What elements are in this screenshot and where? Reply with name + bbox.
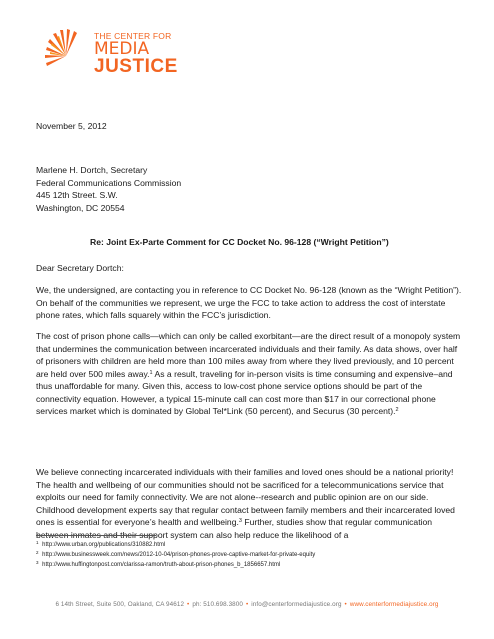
logo-line-1: THE CENTER FOR [94,31,172,41]
footnote-1 [36,540,476,550]
paragraph-1: We, the undersigned, are contacting you in reference to CC Docket No. 96-128 (known as the “Wright Petition”). On behalf of the communities we represent, we urge the FCC to take action to address the cost of interstate phone rates, which falls squarely within the FCC’s jurisdiction. [36,285,462,320]
logo-wordmark [94,32,178,76]
footer-separator-1: • [187,601,190,608]
recipient-address [36,164,466,214]
recipient-organization: Federal Communications Commission [36,177,182,188]
footnote-ref-3[interactable]: 3 [238,518,242,524]
footnote-ref-2[interactable]: 2 [395,407,399,413]
paragraph-3 [36,466,466,541]
footer-separator-2: • [245,601,249,608]
footer-separator-3: • [344,601,347,608]
footnote-3-number: 3 [36,560,39,565]
paragraph-3-part-b: Further, studies show that regular communication between inmates and their support system can also help reduce the likelihood of a [36,517,433,540]
recipient-street: 445 12th Street. S.W. [36,190,118,200]
footnote-2 [36,550,476,560]
paragraph-2-part-b: As a result, traveling for in-person visits is time consuming and expensive–and thus unaffordable for many. Given this, access to low-cost phone service options should be part of the connectivity equation. However, a typical 15-minute call can cost more than $17 in our correctional phone services market which is dominated by Global Tel*Link (50 percent), and Securus (30 percent). [36,368,453,416]
recipient-name: Marlene H. Dortch, Secretary [36,165,148,175]
footnote-2-number: 2 [36,550,39,555]
footer-address: 6 14th Street, Suite 500, Oakland, CA 94612 [55,601,185,608]
paragraph-3-part-a: We believe connecting incarcerated individuals with their families and loved ones should be a national priority! The health and wellbeing of our communities should not be sacrificed for a telecommunications service that exploits our need for family connectivity. We are not alone--research and public opinion are on our side. Childhood development experts say that regular contact between family members and their incarcerated loved ones is essential for everyone’s health and wellbeing. [36,467,455,527]
footnote-ref-1[interactable]: 1 [149,369,153,376]
footnote-1-link[interactable]: http://www.urban.org/publications/310882.html [40,542,166,548]
logo-line-3: JUSTICE [94,55,178,77]
subject-line: Re: Joint Ex-Parte Comment for CC Docket No. 96-128 (“Wright Petition”) [90,237,389,247]
footnote-3-link[interactable]: http://www.huffingtonpost.com/clarissa-ramon/truth-about-prison-phones_b_1856657.html [40,562,281,568]
footnote-2-link[interactable]: http://www.businessweek.com/news/2012-10-04/prison-phones-prove-captive-market-for-private-equity [40,552,316,558]
recipient-city: Washington, DC 20554 [36,202,125,213]
footnote-3 [36,560,476,570]
salutation: Dear Secretary Dortch: [36,263,124,273]
sunburst-logo-icon [40,28,92,80]
footnotes [36,540,476,570]
footer-phone: ph: 510.698.3800 [192,601,243,608]
footnote-1-number: 1 [36,540,39,545]
footer-email[interactable]: info@centerformediajustice.org [251,601,342,608]
center-for-media-justice-logo [40,28,180,86]
logo-line-2: MEDIA [94,38,150,59]
letterhead-footer [0,601,494,608]
footer-website[interactable]: www.centerformediajustice.org [349,601,439,608]
footnote-divider [36,535,156,536]
letter-date: November 5, 2012 [36,121,107,131]
paragraph-2 [36,330,466,418]
paragraph-2-part-a: The cost of prison phone calls—which can only be called exorbitant—are the direct result of a monopoly system that undermines the communication between incarcerated individuals and their family. As data shows, over half of prisoners with children are held more than 100 miles away from where they lived previously, and 10 percent are held over 500 miles away. [36,331,461,379]
